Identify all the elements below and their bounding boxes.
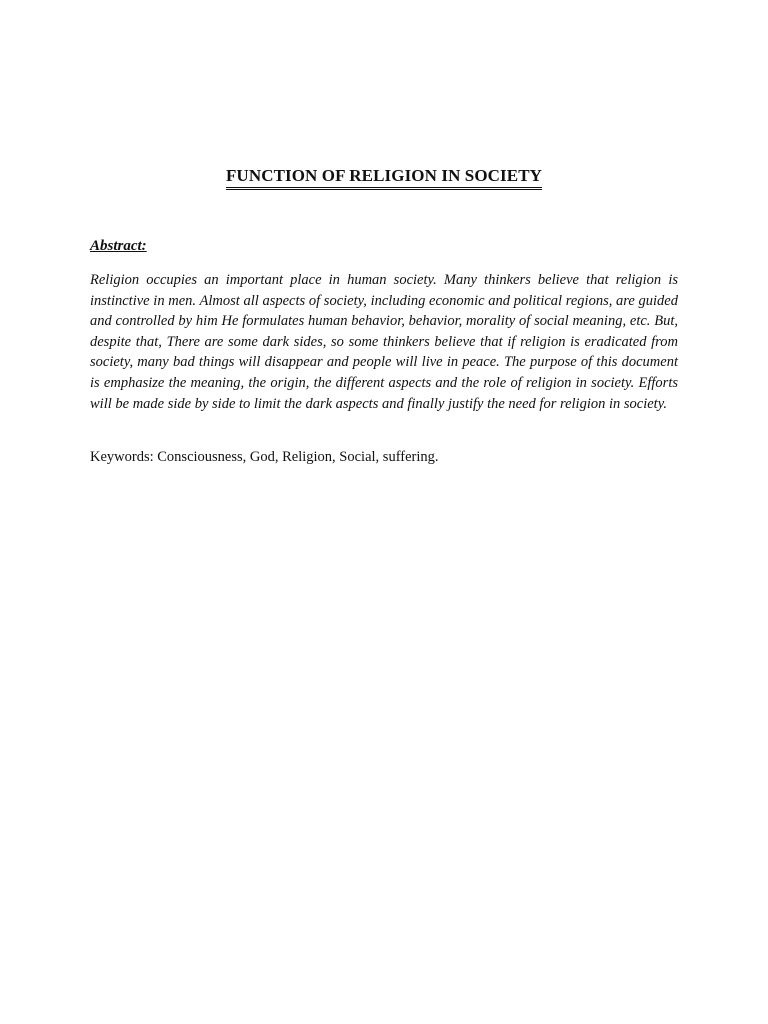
document-title-text: FUNCTION OF RELIGION IN SOCIETY <box>226 166 542 190</box>
document-title <box>0 166 768 190</box>
keywords-line: Keywords: Consciousness, God, Religion, Social, suffering. <box>90 449 439 465</box>
abstract-heading: Abstract: <box>90 238 147 254</box>
abstract-paragraph: Religion occupies an important place in human society. Many thinkers believe that religion is instinctive in men. Almost all aspects of society, including economic and political regions, are guided and controlled by him He formulates human behavior, behavior, morality of social meaning, etc. But, despite that, There are some dark sides, so some thinkers believe that if religion is eradicated from society, many bad things will disappear and people will live in peace. The purpose of this document is emphasize the meaning, the origin, the different aspects and the role of religion in society. Efforts will be made side by side to limit the dark aspects and finally justify the need for religion in society. <box>90 272 678 412</box>
